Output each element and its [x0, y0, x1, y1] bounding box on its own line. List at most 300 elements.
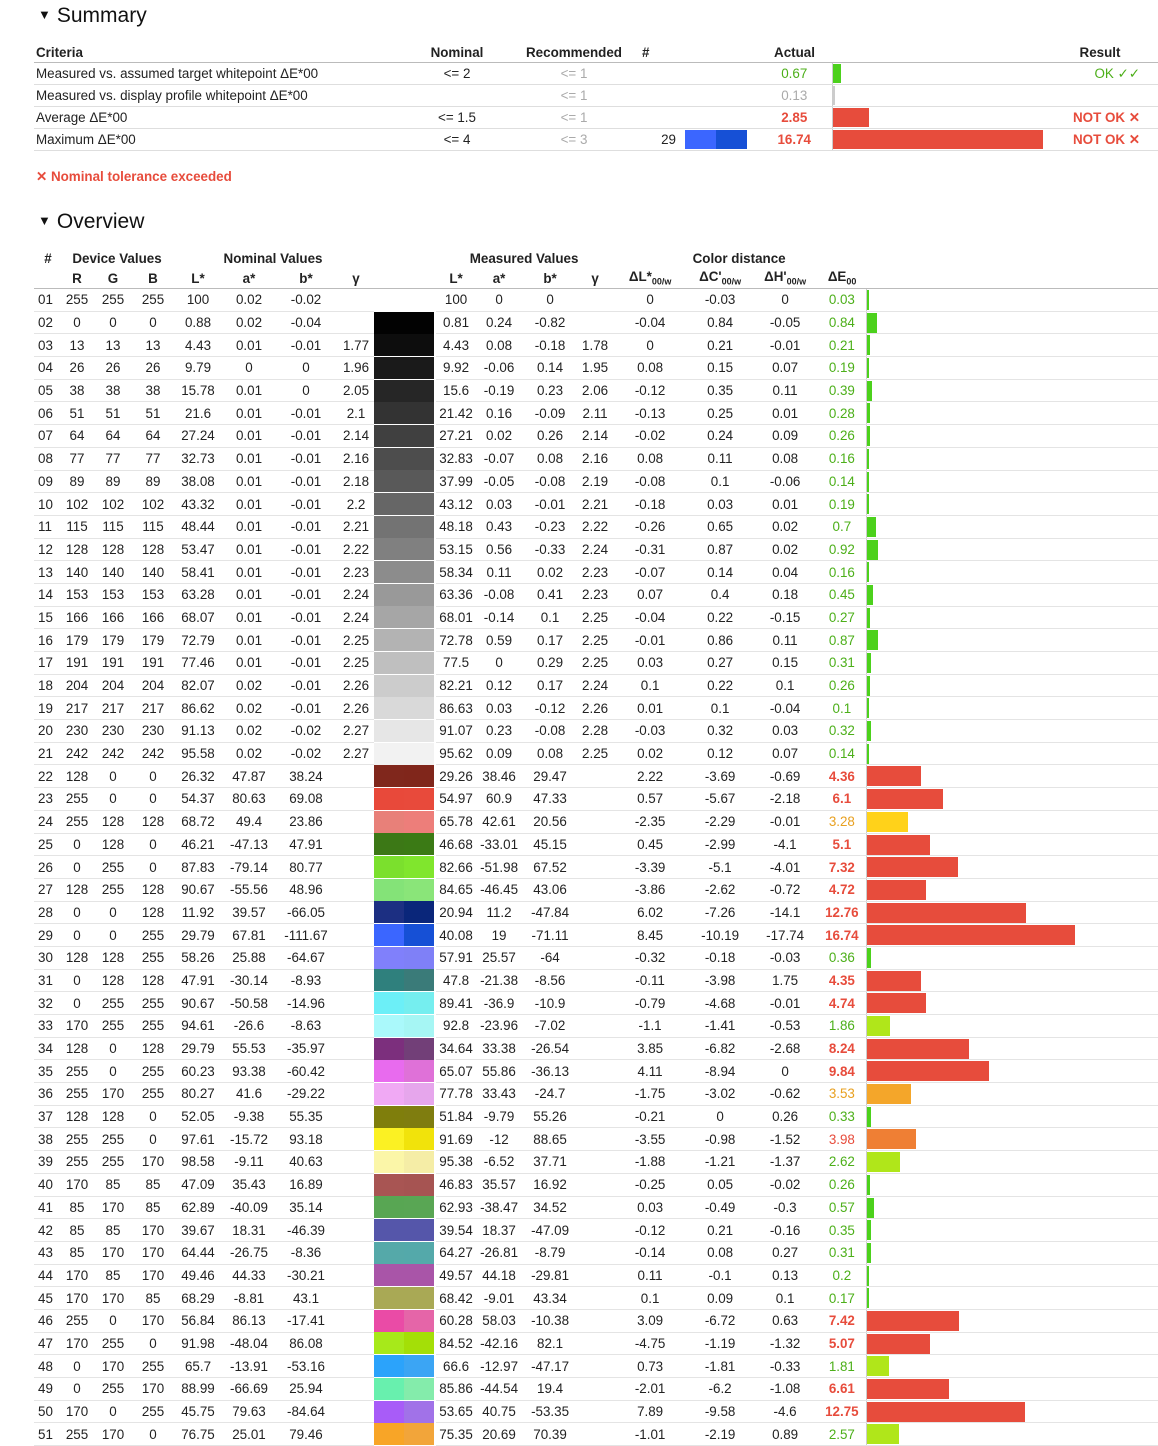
nominal-gamma — [338, 1015, 374, 1038]
patch-swatch-cell — [374, 425, 436, 448]
delta-e-bar — [867, 766, 921, 786]
delta-e: 0.26 — [818, 425, 866, 448]
measured-b: 45.15 — [522, 833, 578, 856]
actual-bar — [833, 130, 1043, 149]
nominal-gamma: 2.16 — [338, 447, 374, 470]
count-header: # — [640, 42, 682, 63]
delta-c: 0.21 — [688, 334, 752, 357]
nominal-b: -0.01 — [274, 425, 338, 448]
patch-swatch-cell — [374, 515, 436, 538]
device-b: 0 — [134, 1105, 172, 1128]
patch-number: 51 — [34, 1423, 62, 1446]
nominal-b: -0.01 — [274, 493, 338, 516]
delta-e-bar-cell — [866, 1241, 1158, 1264]
device-b: 217 — [134, 697, 172, 720]
delta-l: -1.1 — [612, 1015, 688, 1038]
device-b: 85 — [134, 1287, 172, 1310]
device-b: 255 — [134, 289, 172, 312]
delta-l: 6.02 — [612, 901, 688, 924]
delta-h: -0.15 — [752, 606, 818, 629]
measured-gamma — [578, 1332, 612, 1355]
device-g: 170 — [92, 1423, 134, 1446]
delta-h: -2.18 — [752, 788, 818, 811]
column-header: L* — [436, 268, 476, 289]
delta-h: -1.32 — [752, 1332, 818, 1355]
color-patch-swatch — [374, 1060, 434, 1082]
delta-h: -0.72 — [752, 878, 818, 901]
delta-e-bar — [867, 517, 876, 537]
measured-a: 0.24 — [476, 311, 522, 334]
nominal-gamma — [338, 765, 374, 788]
delta-e: 0.36 — [818, 946, 866, 969]
overview-title[interactable]: ▼ Overview — [38, 210, 145, 233]
nominal-gamma — [338, 1060, 374, 1083]
nominal-b: 25.94 — [274, 1378, 338, 1401]
measured-l: 60.28 — [436, 1309, 476, 1332]
nominal-gamma — [338, 1037, 374, 1060]
device-r: 0 — [62, 311, 92, 334]
nominal-cell: <= 1.5 — [406, 107, 508, 129]
patch-swatch-cell — [374, 1264, 436, 1287]
delta-e: 4.72 — [818, 878, 866, 901]
patch-swatch-cell — [374, 1400, 436, 1423]
measured-gamma — [578, 946, 612, 969]
overview-row — [34, 515, 1158, 538]
measured-a: 0.03 — [476, 493, 522, 516]
delta-e-bar-cell — [866, 1196, 1158, 1219]
nominal-l: 38.08 — [172, 470, 224, 493]
patch-number: 10 — [34, 493, 62, 516]
nominal-b: -0.01 — [274, 583, 338, 606]
nominal-a: 86.13 — [224, 1309, 274, 1332]
device-g: 115 — [92, 515, 134, 538]
nominal-gamma: 2.24 — [338, 583, 374, 606]
device-b: 191 — [134, 652, 172, 675]
actual-bar-cell — [832, 129, 1042, 151]
nominal-gamma — [338, 1378, 374, 1401]
nominal-l: 100 — [172, 289, 224, 312]
measured-b: 37.71 — [522, 1151, 578, 1174]
collapse-triangle-icon[interactable]: ▼ — [38, 213, 51, 228]
delta-c: 0.4 — [688, 583, 752, 606]
overview-row — [34, 1060, 1158, 1083]
delta-e: 0.45 — [818, 583, 866, 606]
delta-h: 0.13 — [752, 1264, 818, 1287]
patch-number: 37 — [34, 1105, 62, 1128]
measured-b: 55.26 — [522, 1105, 578, 1128]
delta-e: 3.98 — [818, 1128, 866, 1151]
delta-h: 0.18 — [752, 583, 818, 606]
overview-row — [34, 470, 1158, 493]
measured-gamma: 2.23 — [578, 561, 612, 584]
delta-c: -3.69 — [688, 765, 752, 788]
delta-c: 0.09 — [688, 1287, 752, 1310]
delta-h: 0.11 — [752, 379, 818, 402]
patch-swatch-cell — [374, 833, 436, 856]
delta-l: 3.85 — [612, 1037, 688, 1060]
column-header: G — [92, 268, 134, 289]
measured-a: -0.07 — [476, 447, 522, 470]
delta-e-bar-cell — [866, 379, 1158, 402]
blank-header — [34, 268, 62, 289]
nominal-b: -14.96 — [274, 992, 338, 1015]
delta-c: -4.68 — [688, 992, 752, 1015]
delta-c: 0.24 — [688, 425, 752, 448]
delta-e: 6.1 — [818, 788, 866, 811]
delta-e-bar-cell — [866, 1423, 1158, 1446]
delta-l: 0.02 — [612, 742, 688, 765]
delta-c: -6.72 — [688, 1309, 752, 1332]
delta-l: -0.31 — [612, 538, 688, 561]
device-g: 242 — [92, 742, 134, 765]
delta-e-bar — [867, 358, 869, 378]
delta-e-bar-cell — [866, 765, 1158, 788]
overview-row — [34, 788, 1158, 811]
worst-swatch-cell — [682, 63, 757, 85]
nominal-l: 39.67 — [172, 1219, 224, 1242]
nominal-b: -0.01 — [274, 697, 338, 720]
patch-number: 04 — [34, 357, 62, 380]
patch-swatch-cell — [374, 1173, 436, 1196]
delta-h: -4.01 — [752, 856, 818, 879]
patch-swatch-cell — [374, 1128, 436, 1151]
nominal-gamma: 2.2 — [338, 493, 374, 516]
worst-patch-swatch — [685, 130, 747, 149]
color-patch-swatch — [374, 584, 434, 606]
worst-swatch-cell — [682, 85, 757, 107]
delta-e-bar-cell — [866, 606, 1158, 629]
delta-c: -3.02 — [688, 1083, 752, 1106]
delta-l: -0.13 — [612, 402, 688, 425]
measured-l: 58.34 — [436, 561, 476, 584]
actual-bar — [833, 86, 835, 105]
measured-l: 27.21 — [436, 425, 476, 448]
measured-gamma — [578, 833, 612, 856]
device-g: 0 — [92, 788, 134, 811]
nominal-a: -8.81 — [224, 1287, 274, 1310]
delta-e: 3.28 — [818, 810, 866, 833]
device-r: 170 — [62, 1400, 92, 1423]
count-cell — [640, 63, 682, 85]
color-patch-swatch — [374, 743, 434, 765]
delta-l: -0.11 — [612, 969, 688, 992]
nominal-gamma: 2.1 — [338, 402, 374, 425]
patch-swatch-cell — [374, 878, 436, 901]
measured-l: 100 — [436, 289, 476, 312]
measured-gamma — [578, 1264, 612, 1287]
delta-e-bar-cell — [866, 470, 1158, 493]
device-g: 128 — [92, 1105, 134, 1128]
measured-l: 39.54 — [436, 1219, 476, 1242]
measured-a: 18.37 — [476, 1219, 522, 1242]
delta-c: -2.62 — [688, 878, 752, 901]
nominal-l: 80.27 — [172, 1083, 224, 1106]
overview-row — [34, 1400, 1158, 1423]
measured-b: 0.17 — [522, 629, 578, 652]
column-header: $\Delta H'_{00/w}$ — [752, 268, 818, 289]
device-b: 255 — [134, 1400, 172, 1423]
device-g: 0 — [92, 901, 134, 924]
delta-l: -1.75 — [612, 1083, 688, 1106]
device-r: 85 — [62, 1219, 92, 1242]
patch-swatch-cell — [374, 289, 436, 312]
device-g: 0 — [92, 765, 134, 788]
nominal-b: 43.1 — [274, 1287, 338, 1310]
summary-title[interactable]: ▼ Summary — [38, 4, 147, 27]
overview-row — [34, 1015, 1158, 1038]
delta-e: 9.84 — [818, 1060, 866, 1083]
delta-l: 0.07 — [612, 583, 688, 606]
overview-row — [34, 402, 1158, 425]
device-b: 255 — [134, 1355, 172, 1378]
measured-l: 77.5 — [436, 652, 476, 675]
measured-gamma — [578, 1060, 612, 1083]
patch-number: 42 — [34, 1219, 62, 1242]
nominal-a: 0.02 — [224, 289, 274, 312]
measured-b: -47.17 — [522, 1355, 578, 1378]
measured-b: 43.06 — [522, 878, 578, 901]
measured-gamma: 2.28 — [578, 720, 612, 743]
color-patch-swatch — [374, 947, 434, 969]
patch-swatch-cell — [374, 493, 436, 516]
measured-a: -0.06 — [476, 357, 522, 380]
nominal-b: -29.22 — [274, 1083, 338, 1106]
overview-row — [34, 969, 1158, 992]
delta-e: 0.27 — [818, 606, 866, 629]
nominal-l: 0.88 — [172, 311, 224, 334]
patch-number: 06 — [34, 402, 62, 425]
measured-gamma — [578, 1378, 612, 1401]
patch-swatch-cell — [374, 1332, 436, 1355]
nominal-l: 62.89 — [172, 1196, 224, 1219]
patch-number: 14 — [34, 583, 62, 606]
overview-row — [34, 1332, 1158, 1355]
delta-l: 0 — [612, 289, 688, 312]
delta-e-bar-cell — [866, 674, 1158, 697]
nominal-a: 0.01 — [224, 652, 274, 675]
device-b: 51 — [134, 402, 172, 425]
color-patch-swatch — [374, 448, 434, 470]
patch-number: 19 — [34, 697, 62, 720]
nominal-b: -0.01 — [274, 515, 338, 538]
delta-e-bar-cell — [866, 1378, 1158, 1401]
delta-h: 0.11 — [752, 629, 818, 652]
result-cell: NOT OK ✕ — [1042, 129, 1158, 151]
nominal-a: 25.88 — [224, 946, 274, 969]
device-r: 128 — [62, 946, 92, 969]
delta-c: -0.03 — [688, 289, 752, 312]
delta-c: 0.12 — [688, 742, 752, 765]
delta-e: 0.26 — [818, 674, 866, 697]
device-b: 170 — [134, 1378, 172, 1401]
measured-gamma — [578, 1423, 612, 1446]
measured-a: -46.45 — [476, 878, 522, 901]
overview-row — [34, 1128, 1158, 1151]
patch-swatch-cell — [374, 1151, 436, 1174]
measured-a: 0.02 — [476, 425, 522, 448]
delta-e-bar — [867, 1198, 874, 1218]
device-r: 0 — [62, 1355, 92, 1378]
delta-c: -1.21 — [688, 1151, 752, 1174]
color-patch-swatch — [374, 334, 434, 356]
device-r: 38 — [62, 379, 92, 402]
nominal-gamma — [338, 1400, 374, 1423]
measured-l: 51.84 — [436, 1105, 476, 1128]
nominal-gamma: 2.25 — [338, 629, 374, 652]
measured-a: 38.46 — [476, 765, 522, 788]
delta-c: -6.2 — [688, 1378, 752, 1401]
device-r: 0 — [62, 1378, 92, 1401]
measured-l: 37.99 — [436, 470, 476, 493]
device-r: 128 — [62, 1037, 92, 1060]
measured-b: 29.47 — [522, 765, 578, 788]
blank-header — [374, 268, 436, 289]
device-g: 191 — [92, 652, 134, 675]
delta-l: -0.18 — [612, 493, 688, 516]
device-b: 85 — [134, 1173, 172, 1196]
nominal-gamma — [338, 1151, 374, 1174]
delta-h: 0.07 — [752, 742, 818, 765]
nominal-b: 16.89 — [274, 1173, 338, 1196]
patch-swatch-cell — [374, 742, 436, 765]
color-patch-swatch — [374, 380, 434, 402]
nominal-l: 94.61 — [172, 1015, 224, 1038]
delta-e-bar — [867, 1107, 871, 1127]
color-patch-swatch — [374, 357, 434, 379]
overview-row — [34, 652, 1158, 675]
device-r: 51 — [62, 402, 92, 425]
delta-c: 0.1 — [688, 697, 752, 720]
measured-gamma — [578, 1105, 612, 1128]
nominal-a: 0.01 — [224, 606, 274, 629]
collapse-triangle-icon[interactable]: ▼ — [38, 7, 51, 22]
measured-a: 44.18 — [476, 1264, 522, 1287]
delta-e: 0.57 — [818, 1196, 866, 1219]
nominal-a: 0.01 — [224, 379, 274, 402]
device-r: 255 — [62, 1423, 92, 1446]
overview-row — [34, 1173, 1158, 1196]
nominal-a: 0 — [224, 357, 274, 380]
patch-swatch-cell — [374, 447, 436, 470]
delta-l: -2.01 — [612, 1378, 688, 1401]
summary-header-row — [34, 42, 1158, 63]
nominal-l: 98.58 — [172, 1151, 224, 1174]
delta-h: -0.01 — [752, 334, 818, 357]
delta-e-bar — [867, 335, 870, 355]
delta-e: 5.07 — [818, 1332, 866, 1355]
nominal-a: -15.72 — [224, 1128, 274, 1151]
delta-e-bar — [867, 1039, 969, 1059]
nominal-b: 38.24 — [274, 765, 338, 788]
delta-e: 0.14 — [818, 742, 866, 765]
nominal-l: 65.7 — [172, 1355, 224, 1378]
nominal-a: 0.01 — [224, 629, 274, 652]
delta-h: 0.08 — [752, 447, 818, 470]
nominal-l: 53.47 — [172, 538, 224, 561]
color-patch-swatch — [374, 720, 434, 742]
patch-number: 31 — [34, 969, 62, 992]
delta-e-bar-cell — [866, 788, 1158, 811]
delta-e-bar — [867, 857, 958, 877]
delta-l: 0.03 — [612, 1196, 688, 1219]
device-g: 255 — [92, 878, 134, 901]
nominal-gamma — [338, 289, 374, 312]
nominal-cell: <= 4 — [406, 129, 508, 151]
nominal-gamma: 2.26 — [338, 697, 374, 720]
patch-number: 09 — [34, 470, 62, 493]
overview-row — [34, 810, 1158, 833]
column-header: a* — [224, 268, 274, 289]
measured-l: 43.12 — [436, 493, 476, 516]
measured-l: 65.78 — [436, 810, 476, 833]
patch-number: 13 — [34, 561, 62, 584]
nominal-b: -0.01 — [274, 629, 338, 652]
measured-b: -71.11 — [522, 924, 578, 947]
measured-l: 53.15 — [436, 538, 476, 561]
column-header: $\Delta L*_{00/w}$ — [612, 268, 688, 289]
criteria-cell: Measured vs. assumed target whitepoint ΔE*00 — [34, 63, 406, 85]
measured-a: -12 — [476, 1128, 522, 1151]
delta-c: -6.82 — [688, 1037, 752, 1060]
tolerance-message: ✕ Nominal tolerance exceeded — [36, 169, 232, 184]
recommended-cell: <= 3 — [508, 129, 640, 151]
device-r: 85 — [62, 1241, 92, 1264]
measured-gamma: 2.14 — [578, 425, 612, 448]
patch-number: 24 — [34, 810, 62, 833]
delta-e-bar-cell — [866, 720, 1158, 743]
nominal-l: 91.98 — [172, 1332, 224, 1355]
patch-number: 03 — [34, 334, 62, 357]
actual-header: Actual — [757, 42, 832, 63]
device-r: 170 — [62, 1015, 92, 1038]
nominal-b: -35.97 — [274, 1037, 338, 1060]
patch-number: 29 — [34, 924, 62, 947]
delta-h: -0.05 — [752, 311, 818, 334]
delta-e-bar — [867, 381, 872, 401]
measured-b: -24.7 — [522, 1083, 578, 1106]
nominal-gamma: 2.23 — [338, 561, 374, 584]
nominal-gamma: 2.18 — [338, 470, 374, 493]
patch-swatch-cell — [374, 720, 436, 743]
delta-c: 0.22 — [688, 606, 752, 629]
color-patch-swatch — [374, 1264, 434, 1286]
measured-b: 0.14 — [522, 357, 578, 380]
nominal-a: -55.56 — [224, 878, 274, 901]
patch-number: 08 — [34, 447, 62, 470]
color-patch-swatch — [374, 1423, 434, 1445]
patch-number: 47 — [34, 1332, 62, 1355]
nominal-b: 69.08 — [274, 788, 338, 811]
measured-gamma — [578, 856, 612, 879]
delta-e: 0.19 — [818, 493, 866, 516]
color-patch-swatch — [374, 1310, 434, 1332]
actual-cell: 2.85 — [757, 107, 832, 129]
delta-e-bar-cell — [866, 1400, 1158, 1423]
nominal-a: 39.57 — [224, 901, 274, 924]
device-g: 153 — [92, 583, 134, 606]
overview-row — [34, 1105, 1158, 1128]
device-b: 128 — [134, 878, 172, 901]
measured-l: 95.38 — [436, 1151, 476, 1174]
device-values-header: Device Values — [72, 250, 162, 266]
delta-e: 0.28 — [818, 402, 866, 425]
overview-row — [34, 946, 1158, 969]
actual-cell: 16.74 — [757, 129, 832, 151]
device-b: 89 — [134, 470, 172, 493]
measured-b: 0.08 — [522, 742, 578, 765]
device-g: 217 — [92, 697, 134, 720]
device-b: 140 — [134, 561, 172, 584]
